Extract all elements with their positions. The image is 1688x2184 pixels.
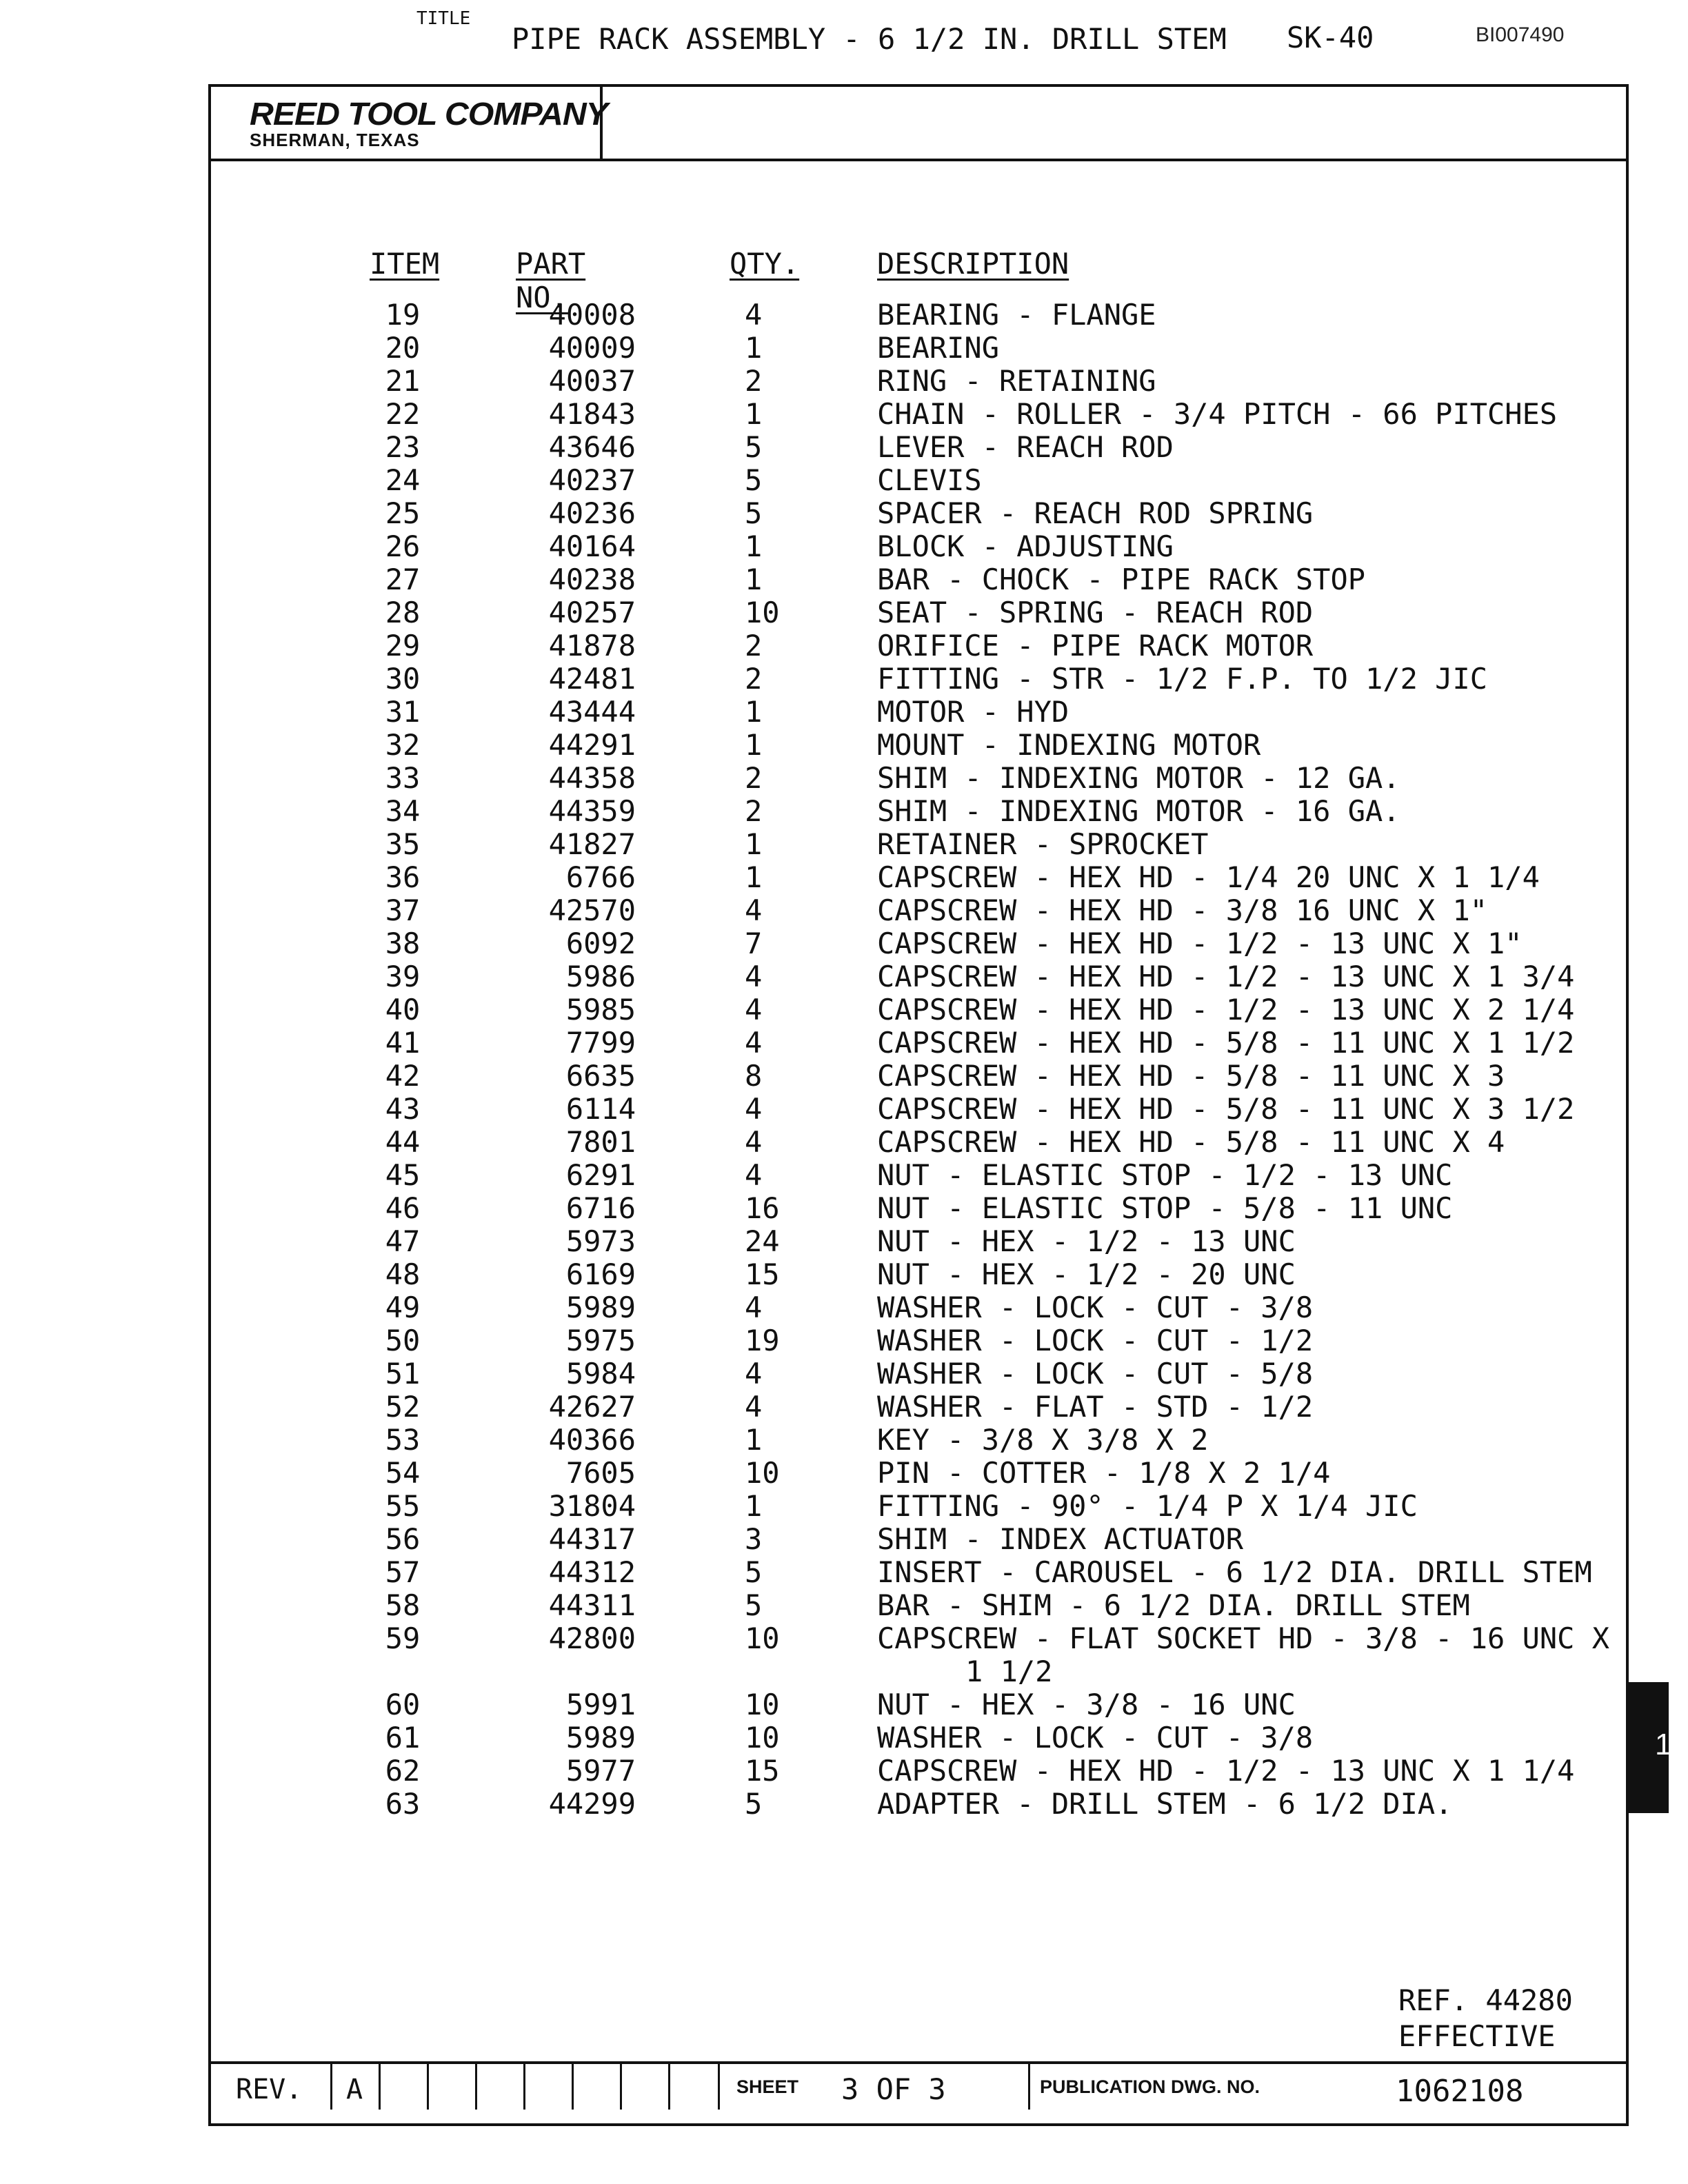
quantity: 5 [745,496,763,530]
description: WASHER - LOCK - CUT - 3/8 [877,1721,1314,1755]
company-name: REED TOOL COMPANY [250,96,607,132]
publication-dwg-number: 1062108 [1396,2074,1524,2109]
part-number: 6114 [565,1092,636,1126]
quantity: 10 [745,596,780,629]
section-tab-number: 1 [1655,1728,1672,1761]
part-number: 31804 [548,1489,636,1523]
quantity: 4 [745,1291,763,1324]
item-number: 35 [385,827,421,861]
item-number: 48 [385,1257,421,1291]
rev-box [477,2064,525,2110]
reference-number: REF. 44280 [1398,1983,1573,2017]
item-number: 33 [385,761,421,795]
part-number: 43444 [548,695,636,729]
part-number: 40237 [548,463,636,497]
item-number: 58 [385,1588,421,1622]
quantity: 2 [745,629,763,663]
quantity: 16 [745,1191,780,1225]
sheet-code: SK-40 [1287,21,1374,54]
rev-label: REV. [236,2074,303,2105]
part-number: 40009 [548,331,636,365]
item-number: 55 [385,1489,421,1523]
item-number: 49 [385,1291,421,1324]
part-number: 40008 [548,298,636,332]
part-number: 40236 [548,496,636,530]
description: NUT - HEX - 1/2 - 13 UNC [877,1224,1296,1258]
item-number: 31 [385,695,421,729]
document-title: PIPE RACK ASSEMBLY - 6 1/2 IN. DRILL STEM [512,22,1227,56]
item-number: 44 [385,1125,421,1159]
quantity: 1 [745,860,763,894]
part-number: 6766 [565,860,636,894]
description: KEY - 3/8 X 3/8 X 2 [877,1423,1209,1457]
item-number: 36 [385,860,421,894]
quantity: 3 [745,1522,763,1556]
description: CAPSCREW - HEX HD - 5/8 - 11 UNC X 3 [877,1059,1505,1093]
quantity: 4 [745,1026,763,1060]
description: MOTOR - HYD [877,695,1069,729]
rev-box [622,2064,670,2110]
quantity: 10 [745,1721,780,1755]
quantity: 1 [745,1489,763,1523]
description: ORIFICE - PIPE RACK MOTOR [877,629,1314,663]
item-number: 46 [385,1191,421,1225]
item-number: 62 [385,1754,421,1788]
description: SPACER - REACH ROD SPRING [877,496,1314,530]
description: CAPSCREW - HEX HD - 1/4 20 UNC X 1 1/4 [877,860,1540,894]
description: CAPSCREW - HEX HD - 1/2 - 13 UNC X 1 1/4 [877,1754,1575,1788]
description: WASHER - LOCK - CUT - 1/2 [877,1324,1314,1357]
description: SEAT - SPRING - REACH ROD [877,596,1314,629]
item-number: 38 [385,927,421,960]
description: BAR - CHOCK - PIPE RACK STOP [877,563,1366,596]
column-header-part-no: PART NO. [516,247,586,314]
description: FITTING - STR - 1/2 F.P. TO 1/2 JIC [877,662,1488,696]
item-number: 60 [385,1688,421,1721]
part-number: 41843 [548,397,636,431]
column-header-item: ITEM [370,247,440,281]
description-continuation: 1 1/2 [965,1655,1053,1688]
part-number: 5985 [565,993,636,1027]
description: CAPSCREW - HEX HD - 1/2 - 13 UNC X 2 1/4 [877,993,1575,1027]
part-number: 41878 [548,629,636,663]
quantity: 4 [745,1357,763,1391]
part-number: 5991 [565,1688,636,1721]
description: SHIM - INDEX ACTUATOR [877,1522,1244,1556]
description: NUT - HEX - 3/8 - 16 UNC [877,1688,1296,1721]
quantity: 10 [745,1621,780,1655]
quantity: 4 [745,1390,763,1424]
description: CHAIN - ROLLER - 3/4 PITCH - 66 PITCHES [877,397,1558,431]
description: LEVER - REACH ROD [877,430,1174,464]
quantity: 2 [745,761,763,795]
part-number: 42627 [548,1390,636,1424]
part-number: 7801 [565,1125,636,1159]
description: CAPSCREW - HEX HD - 3/8 16 UNC X 1" [877,893,1488,927]
quantity: 4 [745,960,763,993]
part-number: 42800 [548,1621,636,1655]
quantity: 5 [745,1555,763,1589]
item-number: 45 [385,1158,421,1192]
reference-block [1398,1983,1573,2054]
quantity: 4 [745,298,763,332]
quantity: 2 [745,662,763,696]
description: CAPSCREW - HEX HD - 1/2 - 13 UNC X 1" [877,927,1523,960]
rev-box [525,2064,574,2110]
quantity: 5 [745,463,763,497]
part-number: 41827 [548,827,636,861]
quantity: 1 [745,695,763,729]
part-number: 6635 [565,1059,636,1093]
quantity: 5 [745,430,763,464]
item-number: 29 [385,629,421,663]
quantity: 10 [745,1456,780,1490]
description: BLOCK - ADJUSTING [877,529,1174,563]
item-number: 27 [385,563,421,596]
description: PIN - COTTER - 1/8 X 2 1/4 [877,1456,1331,1490]
part-number: 7799 [565,1026,636,1060]
description: CAPSCREW - FLAT SOCKET HD - 3/8 - 16 UNC X [877,1621,1610,1655]
quantity: 7 [745,927,763,960]
description: BEARING [877,331,1000,365]
item-number: 19 [385,298,421,332]
publication-dwg-label: PUBLICATION DWG. NO. [1040,2076,1260,2097]
item-number: 42 [385,1059,421,1093]
quantity: 4 [745,1092,763,1126]
revision-block [208,2061,1629,2110]
part-number: 40037 [548,364,636,398]
part-number: 44312 [548,1555,636,1589]
part-number: 5986 [565,960,636,993]
part-number: 6716 [565,1191,636,1225]
quantity: 1 [745,331,763,365]
part-number: 44317 [548,1522,636,1556]
title-label: TITLE [416,8,471,29]
item-number: 61 [385,1721,421,1755]
part-number: 42481 [548,662,636,696]
description: ADAPTER - DRILL STEM - 6 1/2 DIA. [877,1787,1453,1821]
quantity: 1 [745,728,763,762]
item-number: 53 [385,1423,421,1457]
description: CLEVIS [877,463,982,497]
description: WASHER - LOCK - CUT - 3/8 [877,1291,1314,1324]
section-tab-marker [1627,1682,1672,1813]
part-number: 44359 [548,794,636,828]
item-number: 25 [385,496,421,530]
item-number: 54 [385,1456,421,1490]
item-number: 63 [385,1787,421,1821]
item-number: 57 [385,1555,421,1589]
quantity: 4 [745,993,763,1027]
item-number: 39 [385,960,421,993]
sheet-number: 3 OF 3 [841,2072,946,2106]
description: MOUNT - INDEXING MOTOR [877,728,1261,762]
description: CAPSCREW - HEX HD - 5/8 - 11 UNC X 4 [877,1125,1505,1159]
part-number: 44299 [548,1787,636,1821]
part-number: 40257 [548,596,636,629]
part-number: 6291 [565,1158,636,1192]
item-number: 56 [385,1522,421,1556]
quantity: 1 [745,529,763,563]
column-header-description: DESCRIPTION [877,247,1069,281]
description: SHIM - INDEXING MOTOR - 12 GA. [877,761,1400,795]
quantity: 4 [745,893,763,927]
quantity: 1 [745,827,763,861]
part-number: 5975 [565,1324,636,1357]
part-number: 5989 [565,1291,636,1324]
item-number: 59 [385,1621,421,1655]
part-number: 6092 [565,927,636,960]
company-location: SHERMAN, TEXAS [250,130,420,150]
quantity: 10 [745,1688,780,1721]
part-number: 42570 [548,893,636,927]
description: RETAINER - SPROCKET [877,827,1209,861]
part-number: 40164 [548,529,636,563]
item-number: 47 [385,1224,421,1258]
part-number: 44291 [548,728,636,762]
item-number: 41 [385,1026,421,1060]
description: CAPSCREW - HEX HD - 5/8 - 11 UNC X 1 1/2 [877,1026,1575,1060]
column-header-qty: QTY. [730,247,800,281]
rev-value: A [346,2074,363,2105]
description: FITTING - 90° - 1/4 P X 1/4 JIC [877,1489,1418,1523]
description: CAPSCREW - HEX HD - 1/2 - 13 UNC X 1 3/4 [877,960,1575,993]
item-number: 32 [385,728,421,762]
quantity: 8 [745,1059,763,1093]
quantity: 1 [745,1423,763,1457]
rev-box [670,2064,720,2110]
quantity: 19 [745,1324,780,1357]
description: NUT - HEX - 1/2 - 20 UNC [877,1257,1296,1291]
item-number: 52 [385,1390,421,1424]
part-number: 44358 [548,761,636,795]
quantity: 2 [745,794,763,828]
document-id: BI007490 [1476,23,1565,46]
item-number: 28 [385,596,421,629]
quantity: 15 [745,1754,780,1788]
item-number: 40 [385,993,421,1027]
item-number: 24 [385,463,421,497]
item-number: 43 [385,1092,421,1126]
item-number: 22 [385,397,421,431]
quantity: 4 [745,1125,763,1159]
part-number: 5984 [565,1357,636,1391]
item-number: 50 [385,1324,421,1357]
description: WASHER - FLAT - STD - 1/2 [877,1390,1314,1424]
item-number: 51 [385,1357,421,1391]
description: INSERT - CAROUSEL - 6 1/2 DIA. DRILL STEM [877,1555,1592,1589]
item-number: 21 [385,364,421,398]
sheet-label: SHEET [736,2076,799,2097]
item-number: 30 [385,662,421,696]
part-number: 6169 [565,1257,636,1291]
item-number: 20 [385,331,421,365]
title-block [208,84,1629,161]
description: NUT - ELASTIC STOP - 5/8 - 11 UNC [877,1191,1453,1225]
description: RING - RETAINING [877,364,1156,398]
description: WASHER - LOCK - CUT - 5/8 [877,1357,1314,1391]
quantity: 1 [745,397,763,431]
quantity: 24 [745,1224,780,1258]
rev-box [381,2064,429,2110]
item-number: 37 [385,893,421,927]
description: BAR - SHIM - 6 1/2 DIA. DRILL STEM [877,1588,1470,1622]
quantity: 1 [745,563,763,596]
quantity: 5 [745,1588,763,1622]
quantity: 4 [745,1158,763,1192]
quantity: 15 [745,1257,780,1291]
description: CAPSCREW - HEX HD - 5/8 - 11 UNC X 3 1/2 [877,1092,1575,1126]
item-number: 23 [385,430,421,464]
effective-label: EFFECTIVE [1398,2019,1556,2053]
company-block [208,84,607,159]
part-number: 40238 [548,563,636,596]
part-number: 43646 [548,430,636,464]
rev-box [429,2064,477,2110]
part-number: 44311 [548,1588,636,1622]
description: SHIM - INDEXING MOTOR - 16 GA. [877,794,1400,828]
part-number: 5973 [565,1224,636,1258]
description: NUT - ELASTIC STOP - 1/2 - 13 UNC [877,1158,1453,1192]
part-number: 40366 [548,1423,636,1457]
part-number: 7605 [565,1456,636,1490]
quantity: 2 [745,364,763,398]
rev-box [574,2064,622,2110]
part-number: 5977 [565,1754,636,1788]
item-number: 26 [385,529,421,563]
item-number: 34 [385,794,421,828]
part-number: 5989 [565,1721,636,1755]
quantity: 5 [745,1787,763,1821]
description: BEARING - FLANGE [877,298,1156,332]
